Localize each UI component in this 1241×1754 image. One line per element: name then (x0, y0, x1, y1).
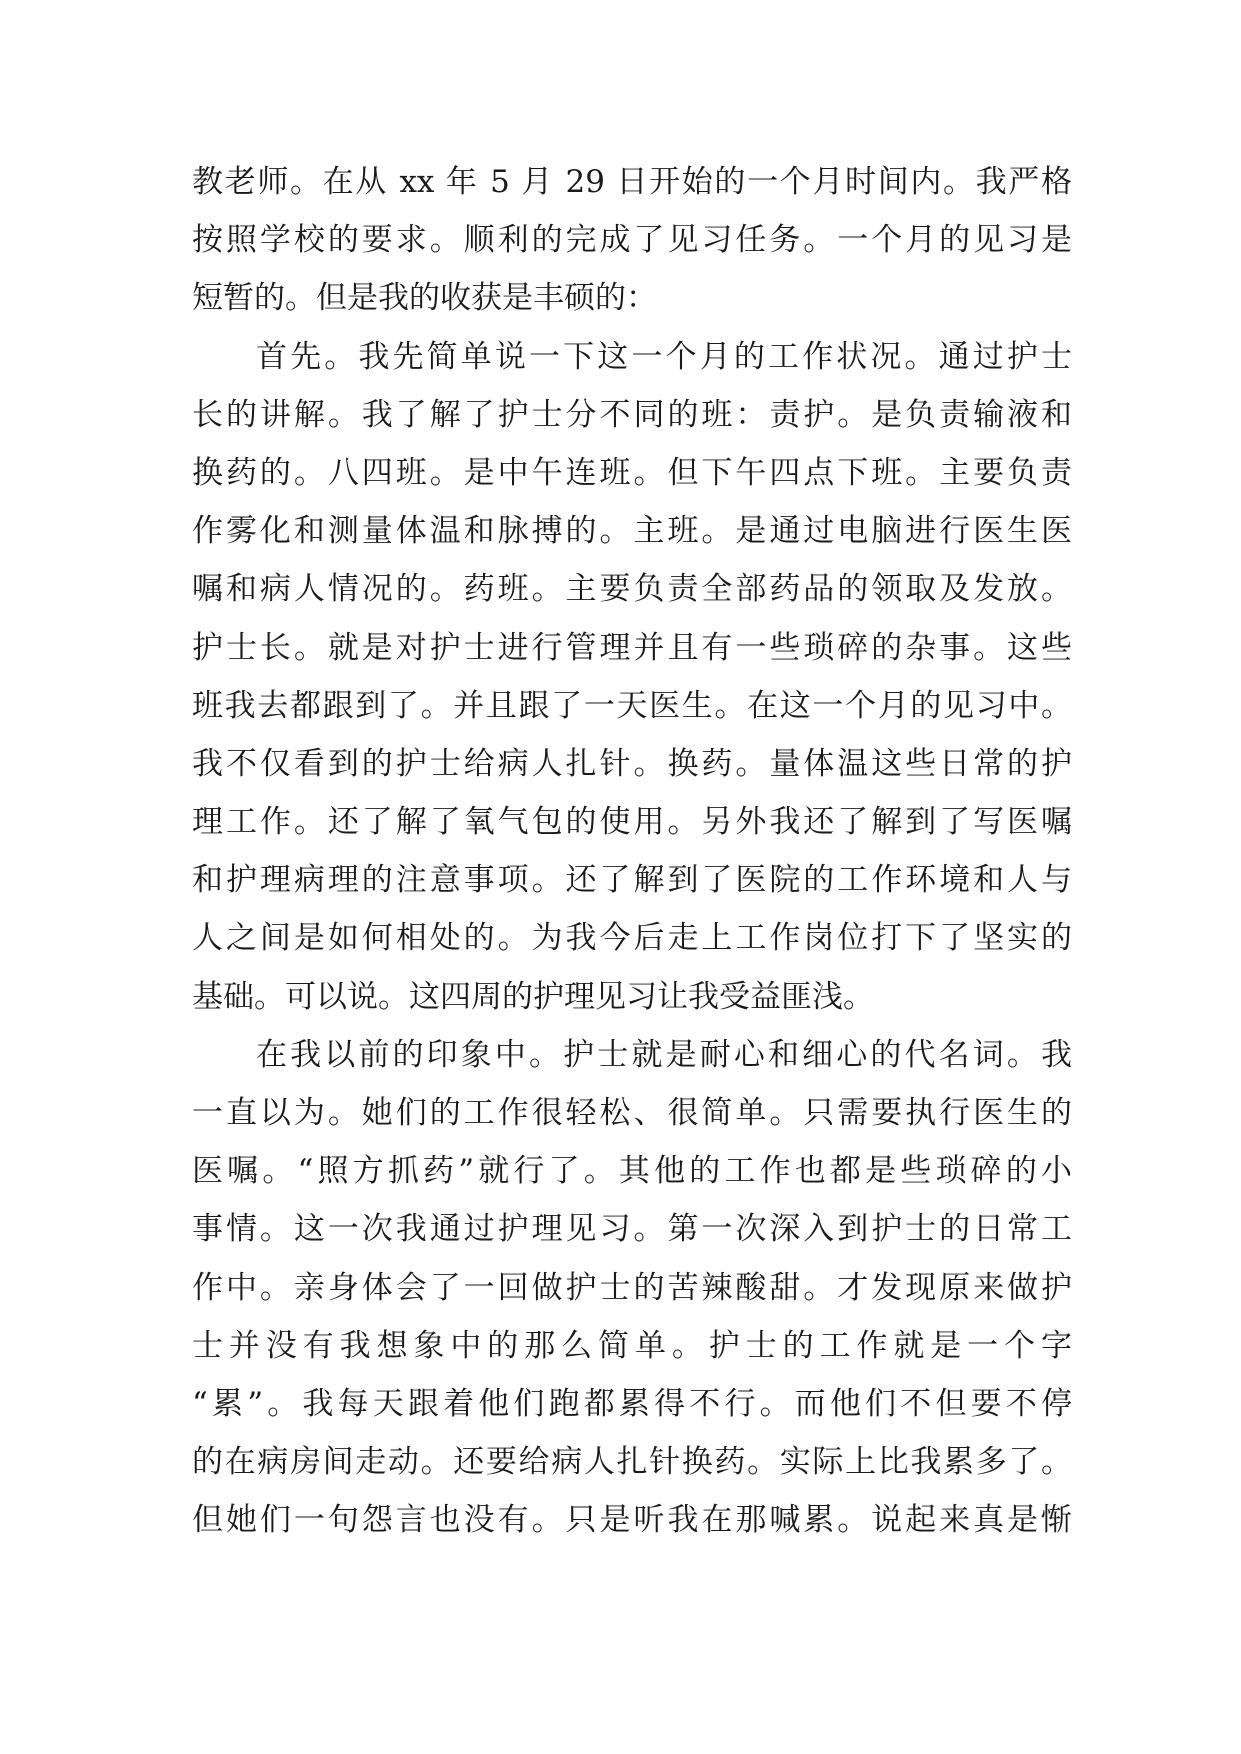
text-line: 但她们一句怨言也没有。只是听我在那喊累。说起来真是惭 (192, 1502, 1072, 1539)
text-line: 人之间是如何相处的。为我今后走上工作岗位打下了坚实的 (192, 920, 1072, 957)
body-text (192, 162, 1072, 1559)
text-line: 短暂的。但是我的收获是丰硕的： (192, 280, 657, 317)
text-line: 士并没有我想象中的那么简单。护士的工作就是一个字 (192, 1327, 1072, 1364)
text-line: 首先。我先简单说一下这一个月的工作状况。通过护士 (256, 338, 1072, 375)
text-line: 的在病房间走动。还要给病人扎针换药。实际上比我累多了。 (192, 1444, 1072, 1481)
text-line: 长的讲解。我了解了护士分不同的班：责护。是负责输液和 (192, 396, 1072, 433)
text-line: 作雾化和测量体温和脉搏的。主班。是通过电脑进行医生医 (192, 513, 1072, 550)
text-line: 我不仅看到的护士给病人扎针。换药。量体温这些日常的护 (192, 745, 1072, 782)
text-line: 按照学校的要求。顺利的完成了见习任务。一个月的见习是 (192, 222, 1072, 259)
text-line: 一直以为。她们的工作很轻松、很简单。只需要执行医生的 (192, 1095, 1072, 1131)
text-line: 在我以前的印象中。护士就是耐心和细心的代名词。我 (256, 1036, 1072, 1073)
text-line: 班我去都跟到了。并且跟了一天医生。在这一个月的见习中。 (192, 687, 1072, 724)
text-line: 换药的。八四班。是中午连班。但下午四点下班。主要负责 (192, 454, 1072, 491)
text-line: 和护理病理的注意事项。还了解到了医院的工作环境和人与 (192, 862, 1072, 899)
text-line: 基础。可以说。这四周的护理见习让我受益匪浅。 (192, 978, 874, 1015)
text-line: 作中。亲身体会了一回做护士的苦辣酸甜。才发现原来做护 (192, 1269, 1072, 1306)
text-line: “累”。我每天跟着他们跑都累得不行。而他们不但要不停 (192, 1385, 1072, 1422)
text-line: 理工作。还了解了氧气包的使用。另外我还了解到了写医嘱 (192, 804, 1072, 841)
text-line: 嘱和病人情况的。药班。主要负责全部药品的领取及发放。 (192, 571, 1072, 608)
text-line: 医嘱。“照方抓药”就行了。其他的工作也都是些琐碎的小 (192, 1153, 1072, 1190)
text-line: 护士长。就是对护士进行管理并且有一些琐碎的杂事。这些 (192, 629, 1072, 666)
text-line: 事情。这一次我通过护理见习。第一次深入到护士的日常工 (192, 1211, 1072, 1248)
text-line: 教老师。在从 xx 年 5 月 29 日开始的一个月时间内。我严格 (192, 164, 1072, 200)
